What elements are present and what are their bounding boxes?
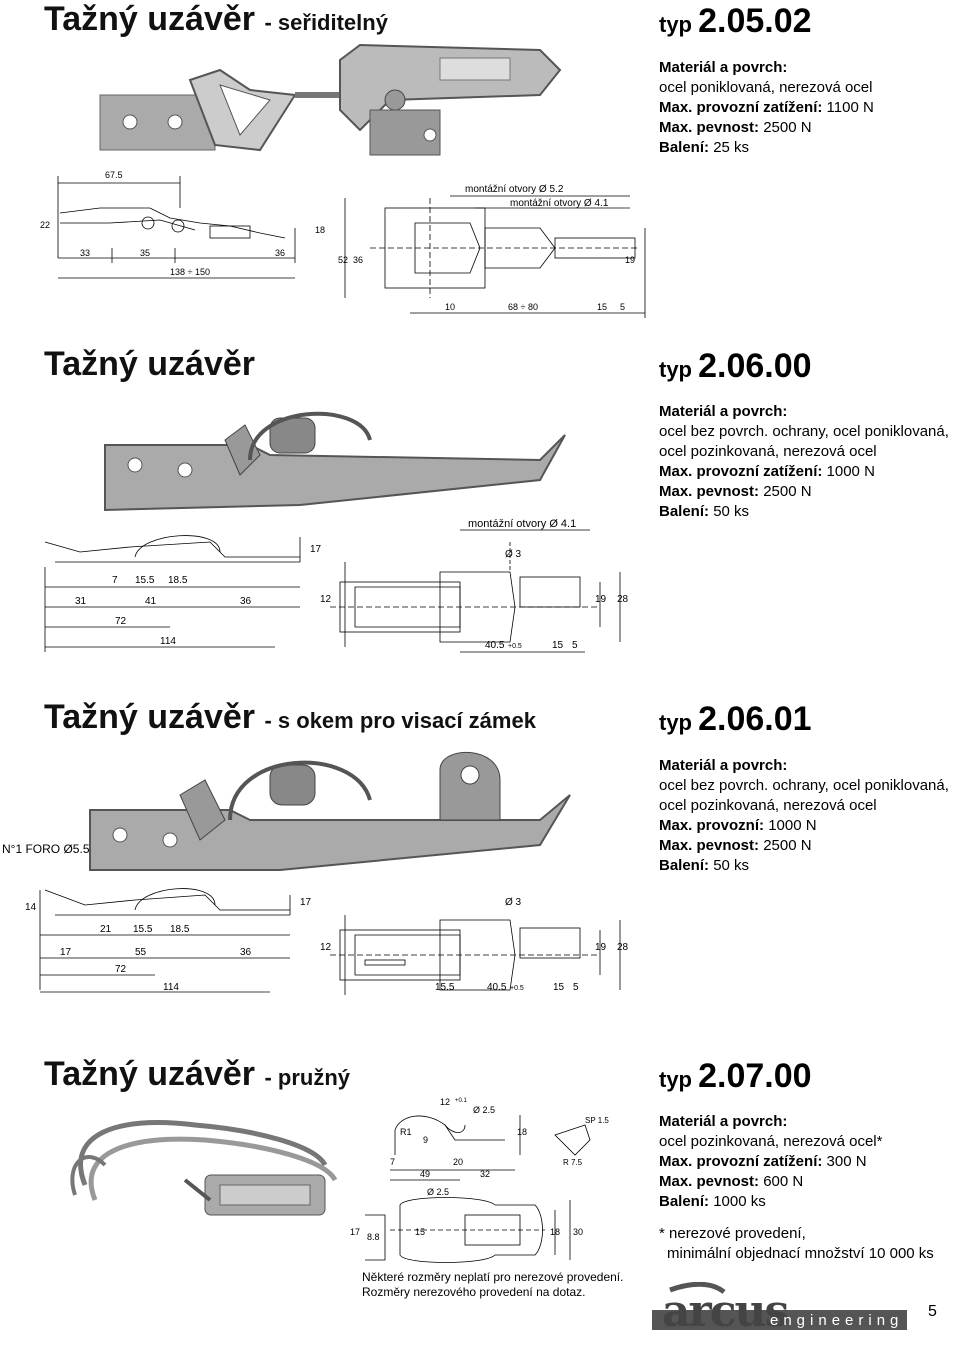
dim-label: 19 <box>625 255 636 265</box>
technical-drawing-2 <box>40 512 640 662</box>
stainless-footnote <box>659 1224 934 1264</box>
spec-row: Max. pevnost: 2500 N <box>659 837 812 854</box>
spec-row: ocel bez povrch. ochrany, ocel poniklovaná, <box>659 423 949 440</box>
spec-row: Max. provozní zatížení: 1100 N <box>659 99 874 116</box>
dim-label: 8.8 <box>367 1232 380 1242</box>
dim-label: 15 <box>597 302 608 312</box>
dim-label: 15 <box>553 982 565 993</box>
title-text: Tažný uzávěr <box>44 0 256 38</box>
dim-label: 68 ÷ 80 <box>508 302 538 312</box>
dim-label: 40.5 <box>485 640 505 651</box>
callout-label: montážní otvory Ø 5.2 <box>465 184 564 195</box>
page-number: 5 <box>928 1303 937 1320</box>
dim-label: +0.1 <box>455 1098 467 1104</box>
dim-label: 14 <box>25 902 37 913</box>
dim-label: 7 <box>112 575 118 586</box>
callout-label: montážní otvory Ø 4.1 <box>468 518 577 530</box>
dim-label: +0.5 <box>508 643 522 650</box>
title-subtitle: - s okem pro visací zámek <box>264 708 536 733</box>
dim-label: 15.5 <box>435 982 455 993</box>
dim-label: Ø 3 <box>505 897 522 908</box>
spec-row: Max. pevnost: 2500 N <box>659 483 812 500</box>
dim-label: 18 <box>517 1127 528 1137</box>
stainless-dimension-note <box>362 1270 623 1300</box>
dim-label: 17 <box>300 897 312 908</box>
spec-row: ocel pozinkovaná, nerezová ocel* <box>659 1133 883 1150</box>
typ-number: 2.06.01 <box>698 700 812 738</box>
typ-label: typ <box>659 357 692 382</box>
section-1-specs <box>659 58 874 158</box>
spec-row: Balení: 50 ks <box>659 503 750 520</box>
dim-label: 67.5 <box>105 170 123 180</box>
dim-label: 36 <box>275 248 286 258</box>
dim-label: 5 <box>573 982 579 993</box>
dim-label: 138 ÷ 150 <box>170 267 210 277</box>
dim-label: 21 <box>100 924 112 935</box>
typ-label: typ <box>659 12 692 37</box>
product-photo-4 <box>55 1105 355 1245</box>
dim-label: Ø 2.5 <box>473 1105 496 1115</box>
photo-label: N°1 FORO Ø5.5 <box>2 842 90 856</box>
dim-label: 114 <box>163 982 179 993</box>
spec-row: Materiál a povrch: <box>659 1113 788 1130</box>
dim-label: 36 <box>353 255 364 265</box>
dim-label: 15.5 <box>133 924 153 935</box>
section-4-typ <box>659 1057 812 1096</box>
section-3-typ <box>659 700 812 739</box>
dim-label: 9 <box>423 1135 429 1145</box>
footnote-line: * nerezové provedení, <box>659 1225 806 1242</box>
section-1-typ <box>659 2 812 41</box>
dim-label: Ø 3 <box>505 549 522 560</box>
dim-label: 28 <box>617 594 629 605</box>
spec-row: ocel pozinkovaná, nerezová ocel <box>659 443 877 460</box>
section-1-title <box>44 0 388 39</box>
spec-row: Materiál a povrch: <box>659 757 788 774</box>
dim-label: 15 <box>552 640 564 651</box>
title-text: Tažný uzávěr <box>44 698 256 736</box>
dim-label: 55 <box>135 947 147 958</box>
spec-row: Max. provozní zatížení: 1000 N <box>659 463 875 480</box>
spec-row: Materiál a povrch: <box>659 403 788 420</box>
dim-label: 5 <box>620 302 626 312</box>
logo-tagline: engineering <box>770 1312 904 1329</box>
dim-label: 17 <box>350 1227 361 1237</box>
dim-label: 22 <box>40 220 51 230</box>
note-line: Rozměry nerezového provedení na dotaz. <box>362 1285 586 1299</box>
dim-label: +0.5 <box>510 985 524 992</box>
dim-label: 17 <box>60 947 72 958</box>
section-2-specs <box>659 402 949 522</box>
dim-label: 18 <box>550 1227 561 1237</box>
dim-label: 7 <box>390 1157 396 1167</box>
dim-label: 15 <box>415 1227 426 1237</box>
dim-label: 41 <box>145 596 157 607</box>
spec-row: ocel pozinkovaná, nerezová ocel <box>659 797 877 814</box>
product-photo-3 <box>80 740 595 880</box>
section-2-typ <box>659 347 812 386</box>
dim-label: 28 <box>617 942 629 953</box>
typ-number: 2.06.00 <box>698 347 812 385</box>
section-4-title <box>44 1055 350 1094</box>
dim-label: 30 <box>573 1227 584 1237</box>
spec-row: Max. pevnost: 600 N <box>659 1173 804 1190</box>
spec-row: ocel bez povrch. ochrany, ocel poniklovaná, <box>659 777 949 794</box>
arcus-logo <box>652 1282 907 1340</box>
section-3-title <box>44 698 536 737</box>
dim-label: Ø 2.5 <box>427 1187 450 1197</box>
typ-label: typ <box>659 710 692 735</box>
dim-label: 72 <box>115 964 127 975</box>
dim-label: 32 <box>480 1169 491 1179</box>
dim-label: 114 <box>160 636 176 647</box>
section-4-specs <box>659 1112 882 1212</box>
typ-number: 2.05.02 <box>698 2 812 40</box>
dim-label: R 7.5 <box>563 1158 583 1167</box>
typ-number: 2.07.00 <box>698 1057 812 1095</box>
dim-label: 15.5 <box>135 575 155 586</box>
dim-label: 72 <box>115 616 127 627</box>
technical-drawing-3 <box>15 880 640 1005</box>
footnote-line: minimální objednací množství 10 000 ks <box>667 1245 934 1262</box>
logo-word: arcus <box>662 1286 788 1337</box>
title-subtitle: - seřiditelný <box>264 10 388 35</box>
technical-drawing-1 <box>30 168 650 328</box>
spec-row: Materiál a povrch: <box>659 59 788 76</box>
dim-label: 12 <box>320 942 332 953</box>
spec-row: Max. pevnost: 2500 N <box>659 119 812 136</box>
dim-label: 36 <box>240 947 252 958</box>
spec-row: ocel poniklovaná, nerezová ocel <box>659 79 873 96</box>
dim-label: 19 <box>595 594 607 605</box>
dim-label: R1 <box>400 1127 412 1137</box>
section-3-specs <box>659 756 949 876</box>
spec-row: Balení: 1000 ks <box>659 1193 766 1210</box>
dim-label: 36 <box>240 596 252 607</box>
product-photo-1 <box>100 40 580 175</box>
technical-drawing-4 <box>345 1095 615 1270</box>
dim-label: 19 <box>595 942 607 953</box>
product-photo-2 <box>100 400 580 525</box>
dim-label: 52 <box>338 255 349 265</box>
dim-label: 12 <box>320 594 332 605</box>
dim-label: 20 <box>453 1157 464 1167</box>
dim-label: 40.5 <box>487 982 507 993</box>
section-2-title <box>44 345 255 384</box>
dim-label: 17 <box>310 544 322 555</box>
dim-label: 12 <box>440 1097 451 1107</box>
dim-label: 18.5 <box>168 575 188 586</box>
dim-label: SP 1.5 <box>585 1116 609 1125</box>
dim-label: 31 <box>75 596 87 607</box>
dim-label: 49 <box>420 1169 431 1179</box>
note-line: Některé rozměry neplatí pro nerezové provedení. <box>362 1270 624 1284</box>
spec-row: Max. provozní zatížení: 300 N <box>659 1153 867 1170</box>
spec-row: Max. provozní: 1000 N <box>659 817 817 834</box>
spec-row: Balení: 25 ks <box>659 139 750 156</box>
dim-label: 18 <box>315 225 326 235</box>
spec-row: Balení: 50 ks <box>659 857 750 874</box>
title-text: Tažný uzávěr <box>44 345 256 383</box>
title-subtitle: - pružný <box>264 1065 351 1090</box>
dim-label: 33 <box>80 248 91 258</box>
dim-label: 18.5 <box>170 924 190 935</box>
typ-label: typ <box>659 1067 692 1092</box>
title-text: Tažný uzávěr <box>44 1055 256 1093</box>
dim-label: 10 <box>445 302 456 312</box>
dim-label: 35 <box>140 248 151 258</box>
dim-label: 5 <box>572 640 578 651</box>
callout-label: montážní otvory Ø 4.1 <box>510 198 609 209</box>
